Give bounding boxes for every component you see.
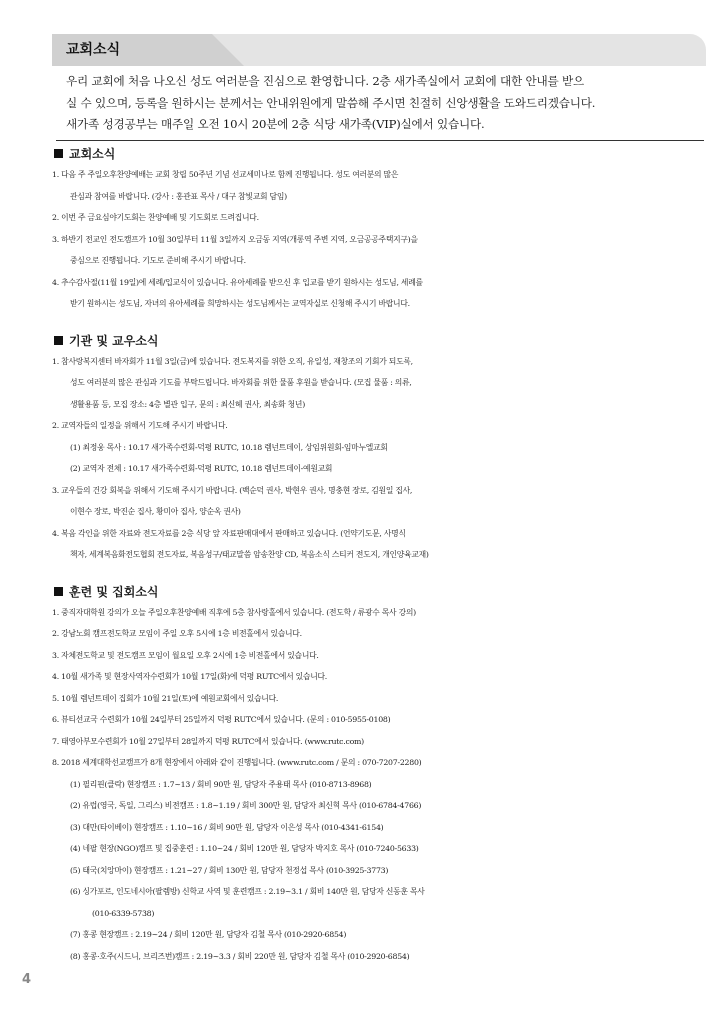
list-item: 4. 추수감사절(11월 19일)에 세례/입교식이 있습니다. 유아세례를 받으신 후 입교를 받기 원하시는 성도님, 세례를 <box>52 277 423 287</box>
sub-list-item: (8) 홍콩·호주(시드니, 브리즈번)캠프 : 2.19~3.3 / 회비 220만 원, 담당자 김철 목사 (010-2920-6854) <box>70 951 410 961</box>
sub-list-item: (6) 싱가포르, 인도네시아(팔렘방) 신학교 사역 및 훈련캠프 : 2.19~3.1 / 회비 140만 원, 담당자 신동훈 목사 <box>70 887 425 896</box>
sub-list-item: (1) 최정웅 목사 : 10.17 새가족수련회-덕평 RUTC, 10.18 렘넌트데이, 상임위원회-임마누엘교회 <box>70 442 388 452</box>
square-bullet-icon <box>54 336 63 345</box>
list-item: 3. 하반기 전교인 전도캠프가 10월 30일부터 11월 3일까지 오금동 지역(개롱역 주변 지역, 오금공공주택지구)을 <box>52 234 418 244</box>
list-item: 7. 태영아부모수련회가 10월 27일부터 28일까지 덕평 RUTC에서 있습니다. (www.rutc.com) <box>52 736 364 746</box>
section-training-news <box>52 582 706 968</box>
news-content <box>52 144 706 983</box>
section-member-news <box>52 331 706 566</box>
list-item: 1. 참사랑복지센터 바자회가 11월 3일(금)에 있습니다. 전도복지를 위한 오직, 유일성, 재창조의 기회가 되도록, <box>52 356 413 366</box>
list-item: 2. 이번 주 금요심야기도회는 찬양예배 및 기도회로 드려집니다. <box>52 213 259 222</box>
list-item-continued: 받기 원하시는 성도님, 자녀의 유아세례를 희망하시는 성도님께서는 교역자실로 신청해 주시기 바랍니다. <box>70 299 410 308</box>
list-item-continued: 성도 여러분의 많은 관심과 기도를 부탁드립니다. 바자회를 위한 물품 후원을 받습니다. (모집 물품 : 의류, <box>70 378 412 387</box>
sub-list-item: (4) 네팔 현장(NGO)캠프 및 집중훈련 : 1.10~24 / 회비 120만 원, 담당자 박지호 목사 (010-7240-5633) <box>70 844 419 853</box>
sub-list-item: (2) 유럽(영국, 독일, 그리스) 비전캠프 : 1.8~1.19 / 회비 300만 원, 담당자 최신혁 목사 (010-6784-4766) <box>70 801 422 810</box>
list-item-continued: 이현수 장로, 박진순 집사, 황미아 집사, 양순옥 권사) <box>70 507 241 516</box>
list-item: 4. 10월 새가족 및 현장사역자수련회가 10월 17일(화)에 덕평 RUTC에서 있습니다. <box>52 672 328 681</box>
list-item: 4. 복음 각인을 위한 자료와 전도자료를 2층 식당 앞 자료판매대에서 판매하고 있습니다. (언약기도문, 사명식 <box>52 528 406 538</box>
sub-list-item: (7) 홍콩 현장캠프 : 2.19~24 / 회비 120만 원, 담당자 김철 목사 (010-2920-6854) <box>70 930 347 939</box>
sub-list-item: (5) 태국(치앙마이) 현장캠프 : 1.21~27 / 회비 130만 원, 담당자 천정섭 목사 (010-3925-3773) <box>70 865 389 875</box>
list-item-continued: 중심으로 진행됩니다. 기도로 준비해 주시기 바랍니다. <box>70 256 246 265</box>
list-item: 3. 자체전도학교 및 전도캠프 모임이 월요일 오후 2시에 1층 비전홀에서 있습니다. <box>52 650 319 660</box>
section-heading: 훈련 및 집회소식 <box>52 582 706 602</box>
list-item: 1. 다음 주 주일오후찬양예배는 교회 창립 50주년 기념 선교세미나로 함께 진행됩니다. 성도 여러분의 많은 <box>52 170 399 179</box>
section-church-news <box>52 144 706 315</box>
page-number: 4 <box>22 972 32 987</box>
list-item: 3. 교우들의 건강 회복을 위해서 기도해 주시기 바랍니다. (백순덕 권사, 박현우 권사, 명충현 장로, 김원일 집사, <box>52 485 413 495</box>
list-item-continued: 책자, 세계복음화전도협회 전도자료, 복음성구/태교말씀 암송찬양 CD, 복음소식 스티커 전도지, 개인양육교재) <box>70 550 429 559</box>
welcome-box <box>56 69 704 141</box>
square-bullet-icon <box>54 149 63 158</box>
sub-list-item-continued: (010-6339-5738) <box>92 908 155 918</box>
section-heading: 교회소식 <box>52 144 706 164</box>
welcome-line: 실 수 있으며, 등록을 원하시는 분께서는 안내위원에게 말씀해 주시면 친절히 신앙생활을 도와드리겠습니다. <box>66 95 596 110</box>
list-item: 1. 중직자대학원 강의가 오늘 주일오후찬양예배 직후에 5층 참사랑홀에서 있습니다. (전도학 / 류광수 목사 강의) <box>52 607 416 617</box>
list-item: 8. 2018 세계대학선교캠프가 8개 현장에서 아래와 같이 진행됩니다. (www.rutc.com / 문의 : 070-7207-2280) <box>52 758 422 767</box>
list-item: 6. 뷰티선교국 수련회가 10월 24일부터 25일까지 덕평 RUTC에서 있습니다. (문의 : 010-5955-0108) <box>52 715 391 724</box>
section-heading: 기관 및 교우소식 <box>52 331 706 351</box>
welcome-line: 우리 교회에 처음 나오신 성도 여러분을 진심으로 환영합니다. 2층 새가족실에서 교회에 대한 안내를 받으 <box>66 74 584 88</box>
list-item-continued: 관심과 참여를 바랍니다. (강사 : 홍관표 목사 / 대구 참빛교회 담임) <box>70 191 287 201</box>
sub-list-item: (2) 교역자 전체 : 10.17 새가족수련회-덕평 RUTC, 10.18 렘넌트데이-예원교회 <box>70 464 333 473</box>
welcome-line: 새가족 성경공부는 매주일 오전 10시 20분에 2층 식당 새가족(VIP)실에서 있습니다. <box>66 117 485 131</box>
list-item: 2. 강남노회 캠프전도학교 모임이 주일 오후 5시에 1층 비전홀에서 있습니다. <box>52 629 302 638</box>
sub-list-item: (3) 대만(타이베이) 현장캠프 : 1.10~16 / 회비 90만 원, 담당자 이은성 목사 (010-4341-6154) <box>70 822 384 832</box>
page-title: 교회소식 <box>66 42 121 58</box>
list-item: 2. 교역자들의 일정을 위해서 기도해 주시기 바랍니다. <box>52 421 228 430</box>
sub-list-item: (1) 필리핀(클락) 현장캠프 : 1.7~13 / 회비 90만 원, 담당자 주용태 목사 (010-8713-8968) <box>70 779 372 789</box>
square-bullet-icon <box>54 587 63 596</box>
list-item: 5. 10월 렘넌트데이 집회가 10월 21일(토)에 예원교회에서 있습니다. <box>52 693 279 703</box>
list-item-continued: 생활용품 등, 모집 장소: 4층 별관 입구, 문의 : 최신헤 권사, 최송화 청년) <box>70 399 306 409</box>
